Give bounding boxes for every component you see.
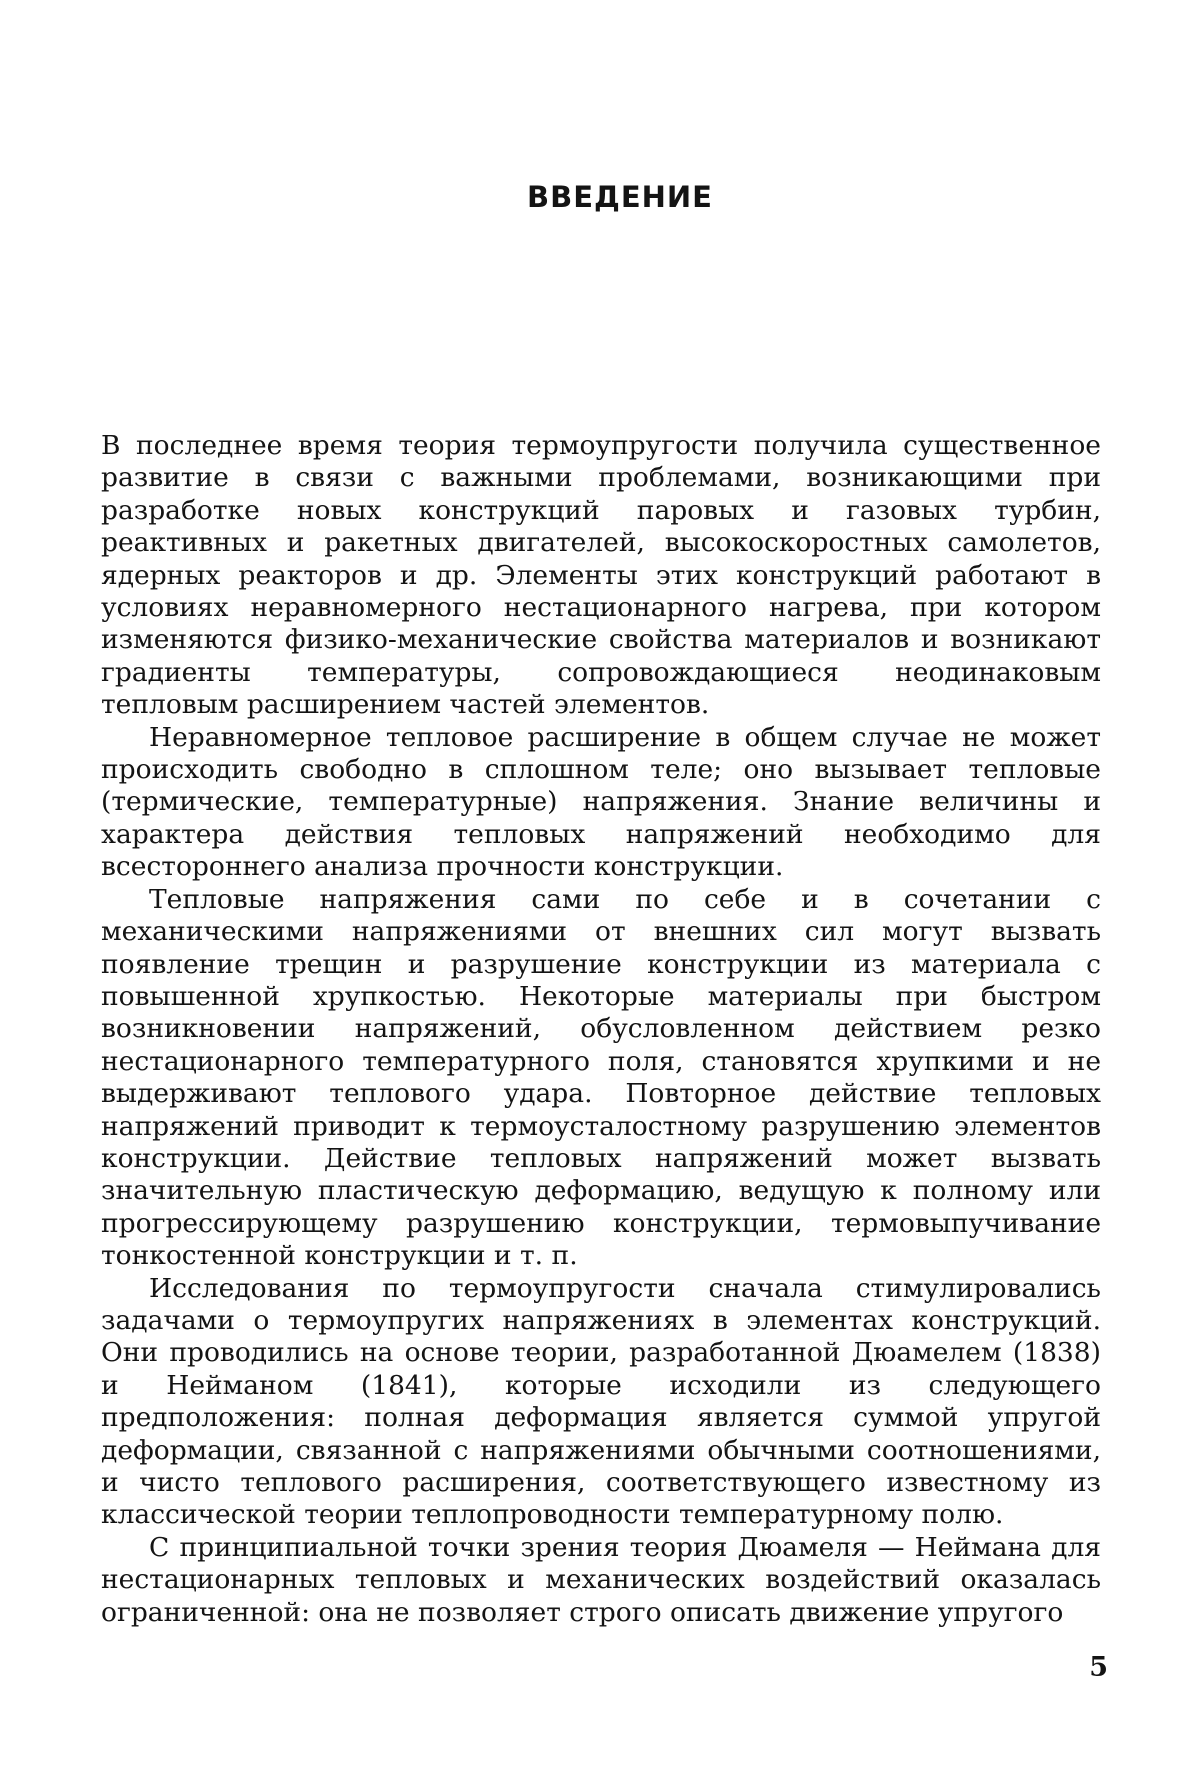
- page-number: 5: [1089, 1652, 1108, 1683]
- paragraph-2: Неравномерное тепловое расширение в общем случае не может происходить свободно в сплошном теле; оно вызывает тепловые (термические, температурные) напряжения. Знание величины и характера действия тепловых напряжений необходимо для всестороннего анализа прочности конструкции.: [101, 721, 1101, 883]
- paragraph-4: Исследования по термоупругости сначала стимулировались задачами о термоупругих напряжениях в элементах конструкций. Они проводились на основе теории, разработанной Дюамелем (1838) и Нейманом (1841), которые исходили из следующего предположения: полная деформация является суммой упругой деформации, связанной с напряжениями обычными соотношениями, и чисто теплового расширения, соответствующего известному из классической теории теплопроводности температурному полю.: [101, 1272, 1101, 1531]
- paragraph-3: Тепловые напряжения сами по себе и в сочетании с механическими напряжениями от внешних сил могут вызвать появление трещин и разрушение конструкции из материала с повышенной хрупкостью. Некоторые материалы при быстром возникновении напряжений, обусловленном действием резко нестационарного температурного поля, становятся хрупкими и не выдерживают теплового удара. Повторное действие тепловых напряжений приводит к термоусталостному разрушению элементов конструкции. Действие тепловых напряжений может вызвать значительную пластическую деформацию, ведущую к полному или прогрессирующему разрушению конструкции, термовыпучивание тонкостенной конструкции и т. п.: [101, 883, 1101, 1272]
- body-text: [101, 430, 1101, 1629]
- chapter-heading: ВВЕДЕНИЕ: [526, 180, 713, 214]
- paragraph-1: В последнее время теория термоупругости получила существенное развитие в связи с важными проблемами, возникающими при разработке новых конструкций паровых и газовых турбин, реактивных и ракетных двигателей, высокоскоростных самолетов, ядерных реакторов и др. Элементы этих конструкций работают в условиях неравномерного нестационарного нагрева, при котором изменяются физико-механические свойства материалов и возникают градиенты температуры, сопровождающиеся неодинаковым тепловым расширением частей элементов.: [101, 430, 1101, 721]
- paragraph-5: С принципиальной точки зрения теория Дюамеля — Неймана для нестационарных тепловых и механических воздействий оказалась ограниченной: она не позволяет строго описать движение упругого: [101, 1531, 1101, 1628]
